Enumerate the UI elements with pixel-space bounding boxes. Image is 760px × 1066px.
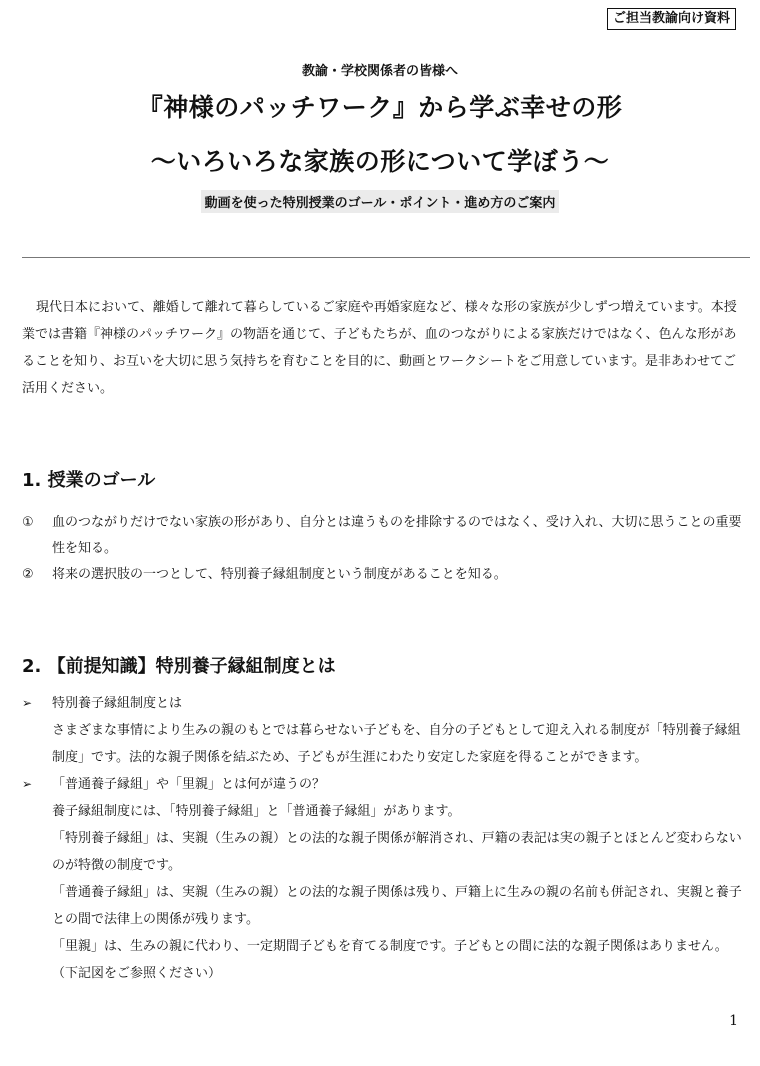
goal-text: 将来の選択肢の一つとして、特別養子縁組制度という制度があることを知る。 (52, 567, 507, 582)
goal-text: 血のつながりだけでない家族の形があり、自分とは違うものを排除するのではなく、受け入れ、大切に思うことの重要性を知る。 (52, 515, 742, 556)
page-number: 1 (729, 1013, 738, 1029)
audience-badge: ご担当教諭向け資料 (607, 8, 736, 30)
subtitle-wrap (0, 190, 760, 213)
bullet-paragraph: 養子縁組制度には、「特別養子縁組」と「普通養子縁組」があります。 (52, 804, 461, 819)
bullet-item (22, 690, 744, 771)
intro-paragraph: 現代日本において、離婚して離れて暮らしているご家庭や再婚家庭など、様々な形の家族が少しずつ増えています。本授業では書籍『神様のパッチワーク』の物語を通じて、子どもたちが、血のつながりによる家族だけではなく、色んな形があることを知り、お互いを大切に思う気持ちを育むことを目的に、動画とワークシートをご用意しています。是非あわせてご活用ください。 (22, 300, 737, 396)
arrow-bullet-icon: ➢ (22, 696, 33, 710)
goals-list (22, 510, 742, 588)
bullet-body (52, 690, 744, 771)
goal-number: ② (22, 567, 34, 582)
adoption-bullets (22, 690, 744, 987)
section-heading-goals: 1. 授業のゴール (22, 470, 156, 491)
page-subtitle-title: ～いろいろな家族の形について学ぼう～ (150, 147, 610, 176)
goal-item (22, 562, 742, 588)
divider (22, 257, 750, 258)
bullet-paragraph: 「特別養子縁組」は、実親（生みの親）との法的な親子関係が解消され、戸籍の表記は実の親子とほとんど変わらないのが特徴の制度です。 (52, 831, 742, 873)
section-heading-adoption: 2. 【前提知識】特別養子縁組制度とは (22, 656, 336, 677)
bullet-heading: 「普通養子縁組」や「里親」とは何が違うの？ (52, 777, 326, 792)
subtitle: 動画を使った特別授業のゴール・ポイント・進め方のご案内 (201, 190, 560, 213)
bullet-paragraph: 「普通養子縁組」は、実親（生みの親）との法的な親子関係は残り、戸籍上に生みの親の名前も併記され、実親と養子との間で法律上の関係が残ります。 (52, 885, 742, 927)
page-title: 『神様のパッチワーク』から学ぶ幸せの形 (137, 93, 623, 122)
audience-line: 教諭・学校関係者の皆様へ (301, 64, 458, 79)
bullet-paragraph: さまざまな事情により生みの親のもとでは暮らせない子どもを、自分の子どもとして迎え入れる制度が「特別養子縁組制度」です。法的な親子関係を結ぶため、子どもが生涯にわたり安定した家庭を得ることができます。 (52, 723, 741, 765)
bullet-item (22, 771, 744, 987)
arrow-bullet-icon: ➢ (22, 777, 33, 791)
goal-number: ① (22, 515, 34, 530)
bullet-body (52, 771, 744, 987)
goal-item (22, 510, 742, 562)
bullet-paragraph: 「里親」は、生みの親に代わり、一定期間子どもを育てる制度です。子どもとの間に法的な親子関係はありません。（下記図をご参照ください） (52, 939, 728, 981)
bullet-heading: 特別養子縁組制度とは (52, 696, 183, 711)
